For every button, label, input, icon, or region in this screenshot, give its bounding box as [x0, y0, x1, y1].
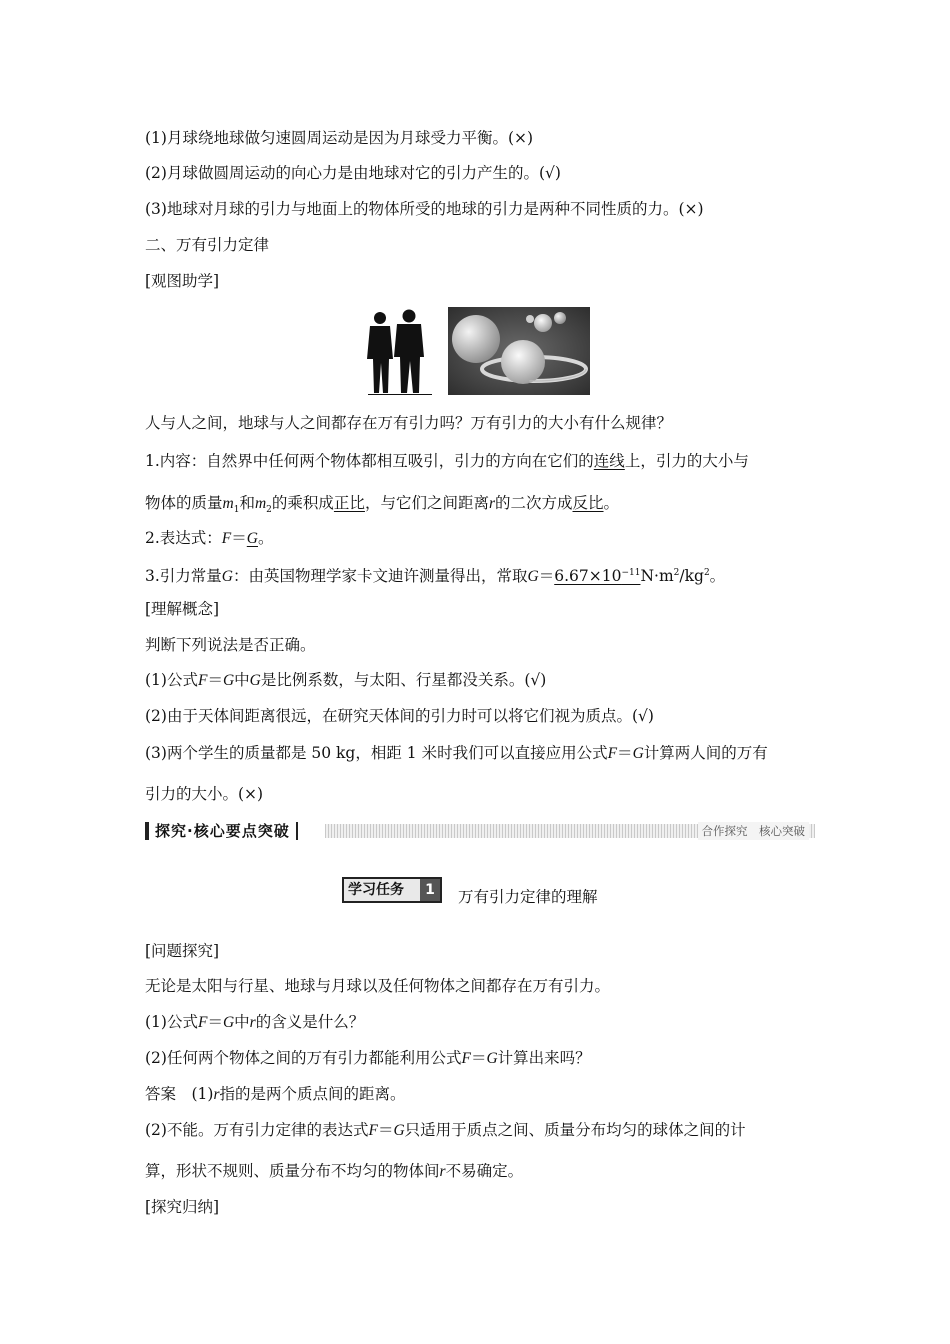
task-number: 1 [420, 879, 440, 901]
wenti-label: [问题探究] [145, 942, 220, 960]
guina-label: [探究归纳] [145, 1198, 220, 1216]
lijie-label: [理解概念] [145, 600, 220, 618]
judgement-1: (1)月球绕地球做匀速圆周运动是因为月球受力平衡。(×) [145, 129, 534, 147]
question-line: 人与人之间，地球与人之间都存在万有引力吗？万有引力的大小有什么规律？ [145, 414, 673, 432]
illustration-row [360, 307, 590, 395]
section-banner [145, 822, 815, 840]
task-badge [342, 877, 442, 903]
section-heading: 二、万有引力定律 [145, 236, 270, 254]
concept-3: (3)两个学生的质量都是 50 kg，相距 1 米时我们可以直接应用公式F＝G计算两人间的万有 [145, 744, 768, 762]
banner-subtitle: 合作探究 核心突破 [698, 822, 810, 840]
expression-line: 2.表达式：F＝G。 [145, 529, 274, 547]
answer-1: 答案 (1)r指的是两个质点间的距离。 [145, 1085, 406, 1103]
two-men-silhouette [360, 307, 440, 395]
constant-line: 3.引力常量G：由英国物理学家卡文迪许测量得出，常取$G=6.67\times 10^{-11}N\cdot m^2/kg^2$。 [145, 567, 726, 586]
question-2: (2)任何两个物体之间的万有引力都能利用公式F＝G计算出来吗？ [145, 1049, 591, 1067]
answer-2-cont: 算，形状不规则、质量分布不均匀的物体间r不易确定。 [145, 1162, 524, 1180]
content-line-1: 1.内容：自然界中任何两个物体都相互吸引，引力的方向在它们的连线上，引力的大小与 [145, 452, 749, 470]
panduan-line: 判断下列说法是否正确。 [145, 636, 316, 654]
question-1: (1)公式F＝G中r的含义是什么？ [145, 1013, 365, 1031]
banner-title: 探究·核心要点突破 [145, 822, 298, 840]
guantu-label: [观图助学] [145, 272, 220, 290]
planets-photo [448, 307, 590, 395]
task-label: 学习任务 [348, 882, 404, 898]
answer-2: (2)不能。万有引力定律的表达式F＝G只适用于质点之间、质量分布均匀的球体之间的计 [145, 1121, 746, 1139]
concept-1: (1)公式F＝G中G是比例系数，与太阳、行星都没关系。(√) [145, 671, 547, 689]
content-line-2: 物体的质量$m_1$和$m_2$的乘积成正比，与它们之间距离r的二次方成反比。 [145, 494, 620, 516]
task-title: 万有引力定律的理解 [458, 888, 598, 906]
concept-2: (2)由于天体间距离很远，在研究天体间的引力时可以将它们视为质点。(√) [145, 707, 654, 725]
concept-3-cont: 引力的大小。(×) [145, 785, 264, 803]
judgement-3: (3)地球对月球的引力与地面上的物体所受的地球的引力是两种不同性质的力。(×) [145, 200, 704, 218]
wulun-line: 无论是太阳与行星、地球与月球以及任何物体之间都存在万有引力。 [145, 977, 611, 995]
judgement-2: (2)月球做圆周运动的向心力是由地球对它的引力产生的。(√) [145, 164, 561, 182]
